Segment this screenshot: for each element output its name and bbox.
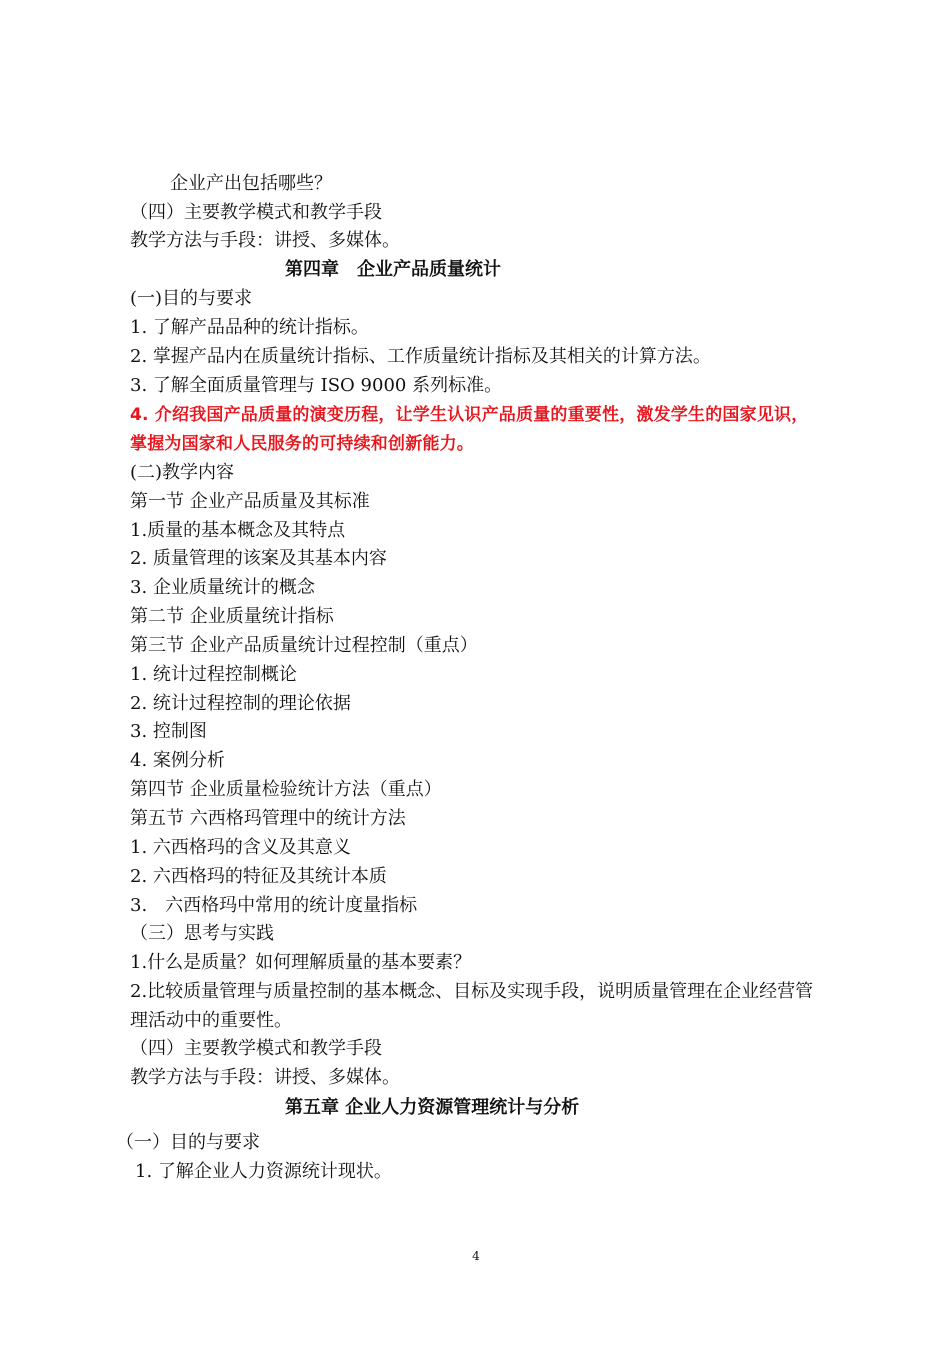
- section-label: （四）主要教学模式和教学手段: [130, 1038, 382, 1059]
- section-label: (一)目的与要求: [130, 288, 253, 309]
- text-line: 3. 企业质量统计的概念: [130, 577, 315, 598]
- text-line: 企业产出包括哪些？: [170, 173, 332, 194]
- section-heading: 第五节 六西格玛管理中的统计方法: [130, 808, 406, 829]
- chapter-heading: 第五章 企业人力资源管理统计与分析: [285, 1097, 580, 1118]
- text-line: 1. 统计过程控制概论: [130, 664, 297, 685]
- text-line: 4. 案例分析: [130, 750, 225, 771]
- text-line: 3. 六西格玛中常用的统计度量指标: [130, 895, 418, 916]
- text-line: 3. 控制图: [130, 721, 207, 742]
- section-heading: 第一节 企业产品质量及其标准: [130, 491, 370, 512]
- section-heading: 第二节 企业质量统计指标: [130, 606, 334, 627]
- text-line: 1. 六西格玛的含义及其意义: [130, 837, 351, 858]
- text-line: 1.质量的基本概念及其特点: [130, 520, 346, 541]
- text-line: 教学方法与手段：讲授、多媒体。: [130, 1067, 400, 1088]
- section-label: （一）目的与要求: [116, 1132, 260, 1153]
- section-heading: 第三节 企业产品质量统计过程控制（重点）: [130, 635, 478, 656]
- text-line: 2. 六西格玛的特征及其统计本质: [130, 866, 387, 887]
- text-line: 教学方法与手段：讲授、多媒体。: [130, 230, 400, 251]
- section-heading: 第四节 企业质量检验统计方法（重点）: [130, 779, 442, 800]
- section-label: （三）思考与实践: [130, 923, 274, 944]
- page-number: 4: [472, 1249, 480, 1263]
- text-line: 2. 掌握产品内在质量统计指标、工作质量统计指标及其相关的计算方法。: [130, 346, 711, 367]
- text-line: 2. 质量管理的该案及其基本内容: [130, 548, 387, 569]
- text-line: 1.什么是质量？如何理解质量的基本要素？: [130, 952, 472, 973]
- highlight-line: 4. 介绍我国产品质量的演变历程，让学生认识产品质量的重要性，激发学生的国家见识，: [130, 405, 809, 425]
- chapter-heading: 第四章 企业产品质量统计: [285, 259, 501, 280]
- text-line: 2. 统计过程控制的理论依据: [130, 693, 351, 714]
- text-line: 1. 了解企业人力资源统计现状。: [135, 1161, 392, 1182]
- text-line: 1. 了解产品品种的统计指标。: [130, 317, 369, 338]
- highlight-line: 掌握为国家和人民服务的可持续和创新能力。: [130, 434, 474, 454]
- text-line: 2.比较质量管理与质量控制的基本概念、目标及实现手段，说明质量管理在企业经营管: [130, 981, 814, 1002]
- text-line: 3. 了解全面质量管理与 ISO 9000 系列标准。: [130, 375, 503, 396]
- text-line: （四）主要教学模式和教学手段: [130, 202, 382, 223]
- section-label: (二)教学内容: [130, 462, 235, 483]
- text-line: 理活动中的重要性。: [130, 1010, 292, 1031]
